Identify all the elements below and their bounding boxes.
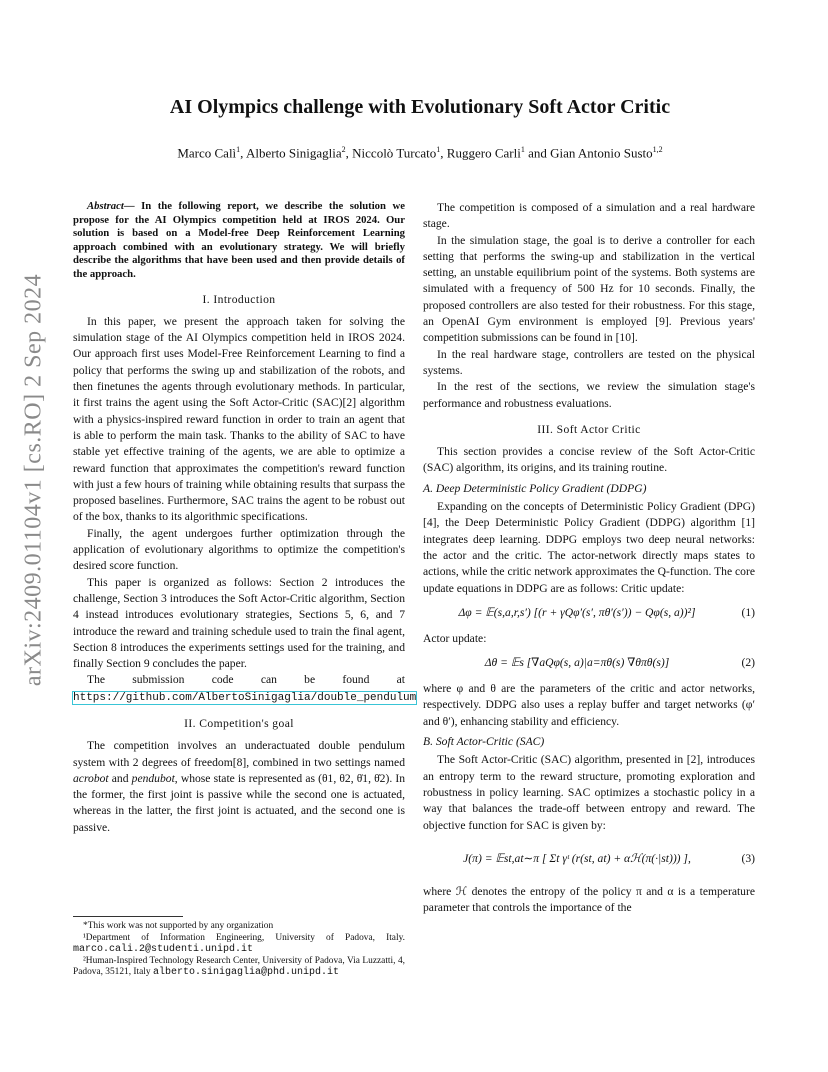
subsection-heading-ddpg: A. Deep Deterministic Policy Gradient (DDPG) xyxy=(423,481,647,495)
author-affiliation: 1 xyxy=(236,145,241,154)
paragraph: In the rest of the sections, we review the simulation stage's performance and robustness evaluations. xyxy=(423,380,755,410)
paragraph: where φ and θ are the parameters of the critic and actor networks, respectively. DDPG also uses a replay buffer and target networks (φ′ and θ′), enhancing stability and efficiency. xyxy=(423,682,755,728)
arxiv-sidebar-stamp xyxy=(14,273,54,687)
section-heading-sac: III. Soft Actor Critic xyxy=(537,422,641,436)
abstract: Abstract— In the following report, we describe the solution we propose for the AI Olympics competition held at IROS 2024. Our solution is based on a Model-free Deep Reinforcement Learning approach combined with an evolutionary strategy. We will briefly describe the algorithms that have been used and then provide details of the approach. xyxy=(73,200,405,280)
footnotes xyxy=(73,916,405,979)
author-name: Niccolò Turcato xyxy=(352,145,437,161)
section-heading-introduction: I. Introduction xyxy=(202,292,276,306)
author-name: Marco Calì xyxy=(177,145,237,161)
paragraph: The competition involves an underactuated double pendulum system with 2 degrees of freedom[8], combined in two settings named acrobot and pendubot, whose state is represented as (θ1, θ2, θ̇1, θ̇2). In the former, the first joint is passive while the second one is actuated, whereas in the latter, the first joint is actuated, and the second one is passive. xyxy=(73,739,405,834)
footnote: *This work was not supported by any organization xyxy=(83,921,274,931)
equation-1 xyxy=(423,601,755,627)
author-affiliation: 1 xyxy=(520,145,525,154)
paragraph: Actor update: xyxy=(423,631,487,645)
equation-body: Δφ = 𝔼(s,a,r,s′) [(r + γQφ′(s′, πθ′(s′)) − Qφ(s, a))²] xyxy=(458,605,696,619)
footnote: ²Human-Inspired Technology Research Center, University of Padova, Via Luzzatti, 4, Padova, 35121, Italy alberto.sinigaglia@phd.unipd.it xyxy=(73,955,405,979)
equation-body: Δθ = 𝔼s [∇aQφ(s, a)|a=πθ(s) ∇θπθ(s)] xyxy=(484,656,670,670)
paragraph: This paper is organized as follows: Section 2 introduces the challenge, Section 3 introduces the Soft Actor-Critic algorithm, Section 4 instead introduces evolutionary strategies, Sections 5, 6, and 7 introduce the reward and training schedule used to train the final agent, Section 8 introduces the experiments settings used for the training, and finally Section 9 concludes the paper. xyxy=(73,575,405,671)
email: alberto.sinigaglia@phd.unipd.it xyxy=(152,967,339,979)
section-heading-goal: II. Competition's goal xyxy=(184,716,294,730)
paragraph: The competition is composed of a simulation and a real hardware stage. xyxy=(423,201,755,231)
author-name: Ruggero Carli xyxy=(446,145,521,161)
equation-number: (1) xyxy=(741,605,755,619)
left-column xyxy=(73,200,417,836)
paragraph: In the real hardware stage, controllers are tested on the physical systems. xyxy=(423,347,755,377)
paragraph: Finally, the agent undergoes further optimization through the application of evolutionary algorithms to optimize the competition's desired score function. xyxy=(73,526,405,573)
equation-number: (2) xyxy=(741,656,755,670)
paper-title: AI Olympics challenge with Evolutionary Soft Actor Critic xyxy=(169,96,671,118)
abstract-label: Abstract xyxy=(87,200,124,212)
paragraph: Expanding on the concepts of Deterministic Policy Gradient (DPG) [4], the Deep Deterministic Policy Gradient (DDPG) algorithm [1] integrates deep learning. DDPG employs two deep neural networks: the actor and the critic. The actor-network directly maps states to actions, while the critic network approximates the Q-function. The core update equations in DDPG are as follows: Critic update: xyxy=(423,500,755,595)
author-name: Alberto Sinigaglia xyxy=(245,145,342,161)
equation-body: J(π) = 𝔼st,at∼π [ Σt γᵗ (r(st, at) + αℋ(π(·|st))) ], xyxy=(463,851,691,865)
author-affiliation: 1 xyxy=(436,145,441,154)
author-affiliation: 1,2 xyxy=(652,145,663,154)
arxiv-id: arXiv:2409.01104v1 [cs.RO] 2 Sep 2024 xyxy=(20,273,47,687)
paragraph: The submission code can be found at https://github.com/AlbertoSinigaglia/double_pendulum xyxy=(73,673,417,704)
github-link[interactable]: https://github.com/AlbertoSinigaglia/double_pendulum xyxy=(73,691,417,704)
paragraph: where ℋ denotes the entropy of the policy π and α is a temperature parameter that controls the importance of the xyxy=(423,884,755,915)
subsection-heading-sac: B. Soft Actor-Critic (SAC) xyxy=(423,735,545,749)
equation-2 xyxy=(423,651,755,677)
paragraph: In this paper, we present the approach taken for solving the simulation stage of the AI Olympics competition held in IROS 2024. Our approach first uses Model-Free Reinforcement Learning to find a policy that performs the swing up and stabilization of the robots, and then finetunes the agents through evolutionary methods. In particular, it first trains the agent using the Soft Actor-Critic (SAC)[2] algorithm with a physics-inspired reward function in order to train an agent that is able to perform the main task. Thanks to the ability of SAC to have stable yet effective training of the agents, we are able to optimize a reward function that approximates the competition's reward function with just a few hours of training while obtaining results that surpass the proposed baselines. Furthermore, SAC trains the agent to be robust out of the box, thanks to its algorithmic specifications. xyxy=(73,314,405,524)
equation-number: (3) xyxy=(741,851,755,865)
paragraph: This section provides a concise review of the Soft Actor-Critic (SAC) algorithm, its origins, and its training routine. xyxy=(423,445,755,475)
right-column xyxy=(423,200,755,916)
author-name: Gian Antonio Susto xyxy=(550,145,653,161)
paragraph: In the simulation stage, the goal is to derive a controller for each setting that performs the swing-up and stabilization in the vertical setting, an unstable equilibrium point of the systems. Both systems are simulated with a frequency of 500 Hz for 10 seconds. Finally, the proposed controllers are also tested for their robustness. For this stage, an OpenAI Gym environment is employed [9]. Previous years' competition submissions can be found in [10]. xyxy=(423,233,755,345)
author-list: Marco Calì$^1$, Alberto Sinigaglia$^2$, Niccolò Turcato$^1$, Ruggero Carli$^1$ and Gian Antonio Susto$^{1,2}$ xyxy=(177,145,663,161)
footnote-rule xyxy=(73,916,183,917)
paragraph: The Soft Actor-Critic (SAC) algorithm, presented in [2], introduces an entropy term to the reward structure, promoting exploration and robustness in policy learning. SAC optimizes a stochastic policy in a way that balances the trade-off between entropy and reward. The objective function for SAC is given by: xyxy=(423,753,755,832)
email: marco.cali.2@studenti.unipd.it xyxy=(73,944,254,956)
author-affiliation: 2 xyxy=(341,145,346,154)
footnote: ¹Department of Information Engineering, University of Padova, Italy. marco.cali.2@studenti.unipd.it xyxy=(73,932,405,956)
equation-3 xyxy=(423,838,755,880)
